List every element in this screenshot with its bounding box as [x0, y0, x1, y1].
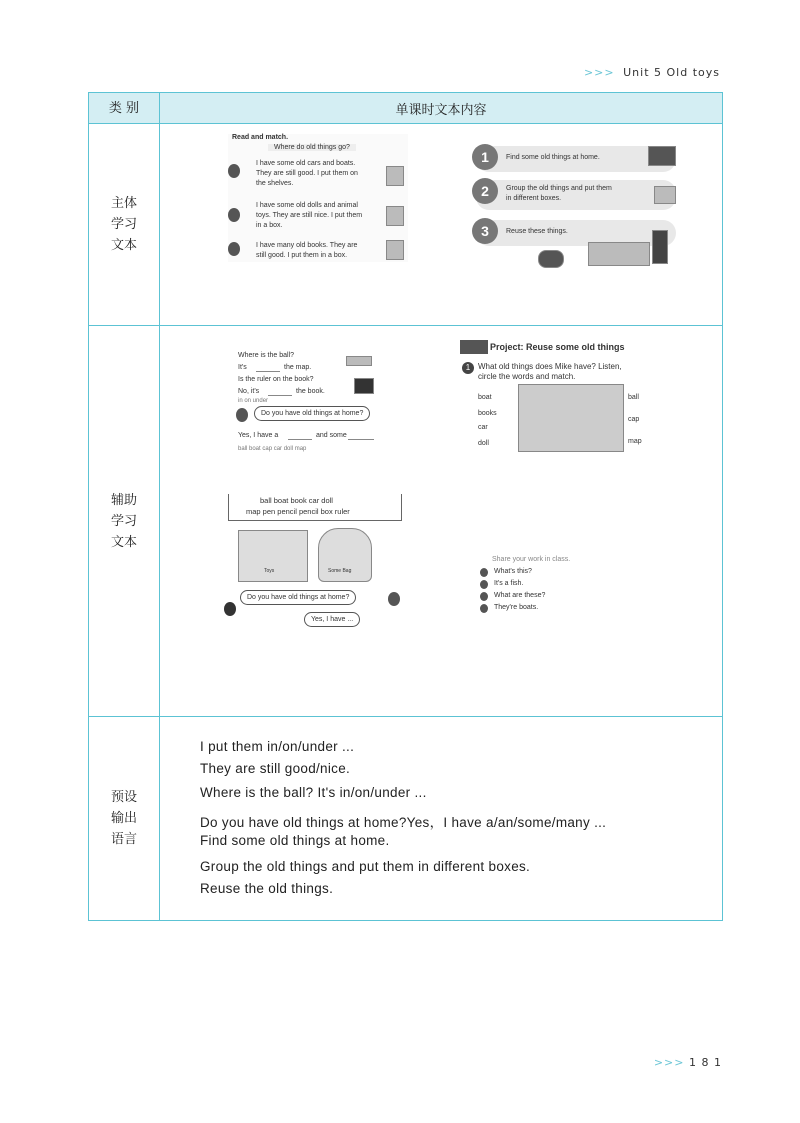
col2-header: 单课时文本内容: [160, 93, 723, 124]
step-1: 1 Find some old things at home.: [476, 146, 676, 172]
step-3: 3 Reuse these things.: [476, 220, 676, 246]
output-line: They are still good/nice.: [200, 761, 351, 776]
output-line: Find some old things at home.: [200, 833, 390, 848]
project-banner-icon: [460, 340, 488, 354]
col1-header: 类 别: [89, 93, 160, 124]
share-avatar-3: [480, 592, 488, 601]
boxes-image: [654, 186, 676, 204]
row-label-aux: 辅助 学习 文本: [89, 326, 160, 717]
reuse-items-image: [588, 242, 650, 266]
boy-avatar: [228, 208, 240, 222]
steps-image: [468, 142, 686, 272]
share-avatar-4: [480, 604, 488, 613]
robot-toy-image: [652, 230, 668, 264]
fill-in-image: Where is the ball? It's the map. Is the ruler on the book? No, it's the book. in on under Do you have old things at home? Yes, I have a and some ball boat cap car doll map: [236, 352, 386, 456]
toy-box-image: [238, 530, 308, 582]
header-title: Unit 5 Old toys: [623, 66, 720, 79]
share-avatar-1: [480, 568, 488, 577]
page-footer: [654, 1056, 722, 1069]
car-toy-image: [648, 146, 676, 166]
toy-shelf-image: [518, 384, 624, 452]
output-line: Where is the ball? It's in/on/under ...: [200, 785, 427, 800]
speaker-avatar: [236, 408, 248, 422]
page-number: 1 8 1: [689, 1056, 722, 1069]
row-aux-content: [160, 326, 723, 717]
read-match-image: Read and match. Where do old things go? I have some old cars and boats. They are still good. I put them on the shelves. I have some old dolls and animal toys. They are still nice. I put them in a box. I have many old books. They are still good. I put them in a box.: [228, 134, 408, 262]
book-image: [354, 378, 374, 394]
fish-craft-image: [538, 250, 564, 268]
step-2: 2 Group the old things and put them in different boxes.: [476, 180, 676, 210]
output-line: Reuse the old things.: [200, 881, 334, 896]
boy-child-avatar: [388, 592, 400, 606]
output-line: Do you have old things at home?Yes，I have a/an/some/many ...: [200, 815, 607, 830]
running-header: [584, 66, 720, 79]
row-label-output: 预设 输出 语言: [89, 717, 160, 921]
header-arrows: >>>: [583, 66, 615, 79]
project-image: Project: Reuse some old things 1 What old things does Mike have? Listen, circle the words and match. boat books car doll ball cap map: [460, 340, 676, 460]
row-label-main: 主体 学习 文本: [89, 124, 160, 326]
child-avatar: [224, 602, 236, 616]
share-image: Share your work in class. What's this? It's a fish. What are these? They're boats.: [478, 556, 618, 620]
footer-arrows: >>>: [653, 1056, 685, 1069]
word-bank-image: ball boat book car doll map pen pencil pencil box ruler Toys Some Bag Do you have old things at home? Yes, I have ...: [218, 494, 408, 642]
share-avatar-2: [480, 580, 488, 589]
row-output-content: [160, 717, 723, 921]
content-table: [88, 92, 723, 921]
row-main-content: [160, 124, 723, 326]
bookcase-image: [386, 240, 404, 260]
shelf-image: [386, 166, 404, 186]
box-image: [386, 206, 404, 226]
girl-avatar: [228, 164, 240, 178]
output-line: I put them in/on/under ...: [200, 739, 355, 754]
man-avatar: [228, 242, 240, 256]
output-line: Group the old things and put them in different boxes.: [200, 859, 531, 874]
map-image: [346, 356, 372, 366]
